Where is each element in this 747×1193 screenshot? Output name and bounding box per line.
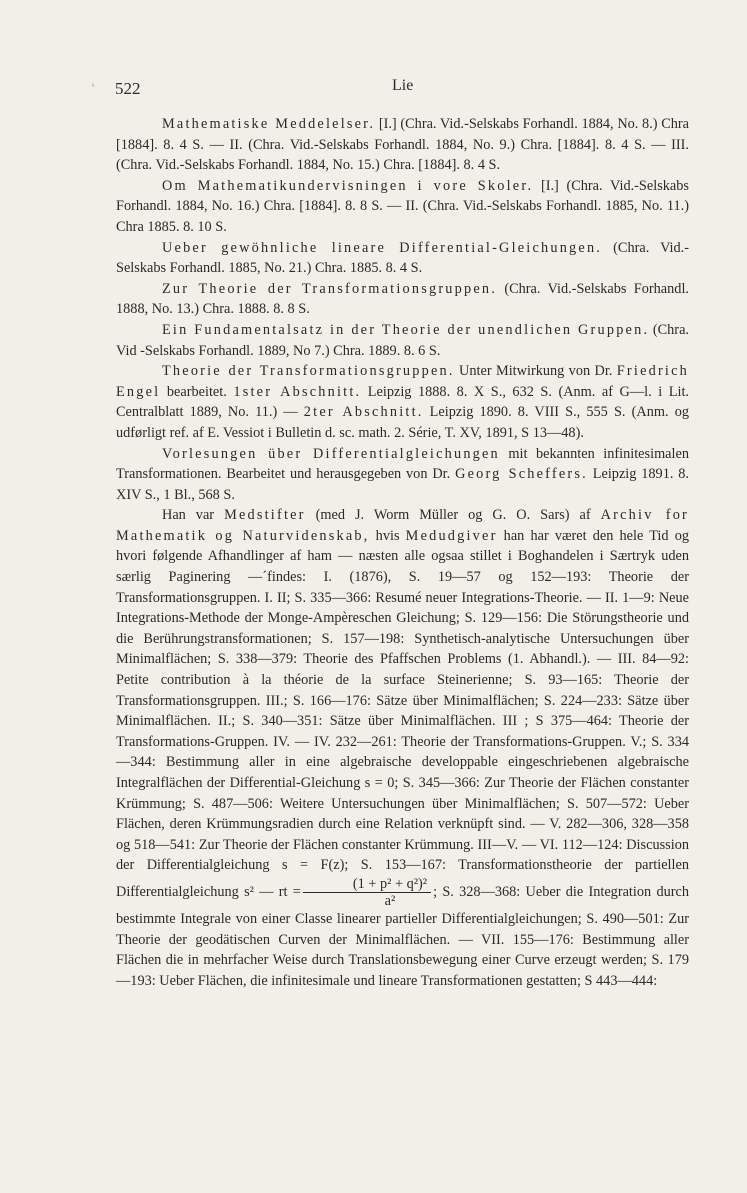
paragraph-text: Han var bbox=[162, 507, 225, 524]
entry-body: bearbeitet. bbox=[160, 383, 234, 400]
entry-body: Leipzig 1888. 8. X S., 632 S. (Anm. af G—l. i Lit. Centralblatt 1889, No. 11.) — bbox=[116, 383, 689, 421]
formula-numerator: (1 + p² + q²)² bbox=[303, 876, 431, 893]
entry bbox=[116, 444, 689, 506]
entry bbox=[116, 320, 689, 361]
archiv-paragraph bbox=[116, 505, 689, 991]
entry-body: [I.] (Chra. Vid.-Selskabs Forhandl. 1884, No. 16.) Chra. [1884]. 8. 8 S. — II. (Chra. Vid.-Selskabs Forhandl. 1885, No. 11.) Chra 1885. 8. 10 S. bbox=[116, 177, 689, 235]
entry-body: Leipzig 1891. 8. XIV S., 1 Bl., 568 S. bbox=[116, 466, 690, 503]
formula bbox=[244, 875, 433, 909]
part-label: 1ster Abschnitt. bbox=[233, 383, 362, 400]
formula-left: s² — rt = bbox=[244, 883, 301, 900]
author-name: Georg Scheffers. bbox=[455, 466, 588, 483]
page-number: 522 bbox=[115, 79, 141, 98]
paragraph-text: han har været den hele Tid og hvori følgende Afhandlinger af ham — næsten alle ogsaa stillet i Boghandelen i Særtryk uden særlig Paginering —´findes: I. (1876), S. 19—57 og 152—193: Theorie der Transformationsgruppen. I. II; S. 335—366: Resumé neuer Integrations-Theorie. — II. 1—9: Neue Integrations-Methode der Monge-Ampèreschen Gleichung; S. 129—156: Die Störungstheorie und die Berührungstransformationen; S. 157—198: Synthetisch-analytische Untersuchungen über Minimalflächen; S. 338—379: Theorie des Pfaffschen Problems (1. Abhandl.). — III. 84—92: Petite contribution à la théorie de la surface Steinerienne; S. 93—165: Theorie der Transformationsgruppen. III.; S. 166—176: Sätze über Minimalflächen; S. 224—233: Sätze über Minimalflächen. II.; S. 340—351: Sätze über Minimalflächen. III ; S 375—464: Theorie der Transformations-Gruppen. IV. — IV. 232—261: Theorie der Transformations-Gruppen. V.; S. 334—344: Bestimmung aller in eine algebraische developpable eingeschriebenen algebraische Integralflächen der Differential-Gleichung s = 0; S. 345—366: Zur Theorie der Flächen constanter Krümmung; S. 487—506: Weitere Untersuchungen über Minimalflächen; S. 507—572: Ueber Flächen, deren Krümmungsradien durch eine Relation verknüpft sind. — V. 282—306, 328—358 og 518—541: Zur Theorie der Flächen constanter Krümmung. III—V. — VI. 112—124: Discussion der Differentialgleichung s = F(z); S. 153—167: Transformationstheorie der partiellen Differentialgleichung bbox=[116, 527, 689, 900]
entry-body: (Chra. Vid.-Selskabs Forhandl. 1885, No. 21.) Chra. 1885. 8. 4 S. bbox=[116, 239, 689, 277]
entry-title: Om Mathematikundervisningen i vore Skoler. bbox=[162, 177, 534, 194]
entry-title: Ueber gewöhnliche lineare Differential-Gleichungen. bbox=[162, 239, 603, 256]
journal-title: Archiv for Mathematik og Naturvidenskab, bbox=[116, 507, 689, 544]
part-label: 2ter Abschnitt. bbox=[303, 404, 424, 421]
margin-mark: ‘ bbox=[89, 79, 99, 95]
entry bbox=[116, 114, 689, 176]
entry-body: mit bekannten infinitesimalen Transformationen. Bearbeitet und herausgegeben von Dr. bbox=[116, 445, 689, 483]
bibliography-text bbox=[116, 114, 689, 991]
paragraph-text: ; S. 328—368: Ueber die Integration durch bestimmte Integrale von einer Classe linearer partieller Differentialgleichungen; S. 490—501: Zur Theorie der geodätischen Curven der Minimalflächen. — VII. 155—176: Bestimmung aller Flächen die in mehrfacher Weise durch Translationsbewegung einer Curve erzeugt werden; S. 179—193: Ueber Flächen, die infinitesimale und lineare Transformationen gestatten; S 443—444: bbox=[116, 883, 689, 989]
paragraph-text: (med J. Worm Müller og G. O. Sars) af bbox=[305, 507, 601, 524]
running-head: Lie bbox=[392, 77, 414, 94]
role-term: Medudgiver bbox=[405, 527, 498, 544]
entry-body: (Chra. Vid.-Selskabs Forhandl. 1888, No. 13.) Chra. 1888. 8. 8 S. bbox=[116, 280, 689, 318]
formula-denominator: a² bbox=[384, 892, 396, 909]
entry-title: Theorie der Transformationsgruppen. bbox=[162, 363, 455, 380]
entry-body: [I.] (Chra. Vid.-Selskabs Forhandl. 1884, No. 8.) Chra [1884]. 8. 4 S. — II. (Chra. Vid.-Selskabs Forhandl. 1884, No. 9.) Chra. [1884]. 8. 4 S. — III. (Chra. Vid.-Selskabs Forhandl. 1884, No. 15.) Chra. [1884]. 8. 4 S. bbox=[116, 116, 690, 174]
entry-body: Unter Mitwirkung von Dr. bbox=[454, 363, 617, 380]
entry bbox=[116, 238, 689, 279]
formula-fraction bbox=[303, 876, 431, 909]
entry-title: Zur Theorie der Transformationsgruppen. bbox=[162, 280, 498, 297]
entry-title: Vorlesungen über Differentialgleichungen bbox=[162, 445, 500, 462]
entry-title: Ein Fundamentalsatz in der Theorie der unendlichen Gruppen. bbox=[162, 321, 650, 338]
entry bbox=[116, 279, 689, 320]
entry-body: (Chra. Vid -Selskabs Forhandl. 1889, No 7.) Chra. 1889. 8. 6 S. bbox=[116, 321, 689, 359]
entry-title: Mathematiske Meddelelser. bbox=[162, 116, 376, 132]
entry-body: Leipzig 1890. 8. VIII S., 555 S. (Anm. og udførligt ref. af E. Vessiot i Bulletin d. sc. math. 2. Série, T. XV, 1891, S 13—48). bbox=[116, 404, 689, 441]
entry bbox=[116, 361, 689, 443]
entry bbox=[116, 176, 689, 238]
author-name: Friedrich Engel bbox=[116, 363, 689, 400]
paragraph-text: hvis bbox=[369, 527, 406, 544]
role-term: Medstifter bbox=[224, 507, 306, 524]
